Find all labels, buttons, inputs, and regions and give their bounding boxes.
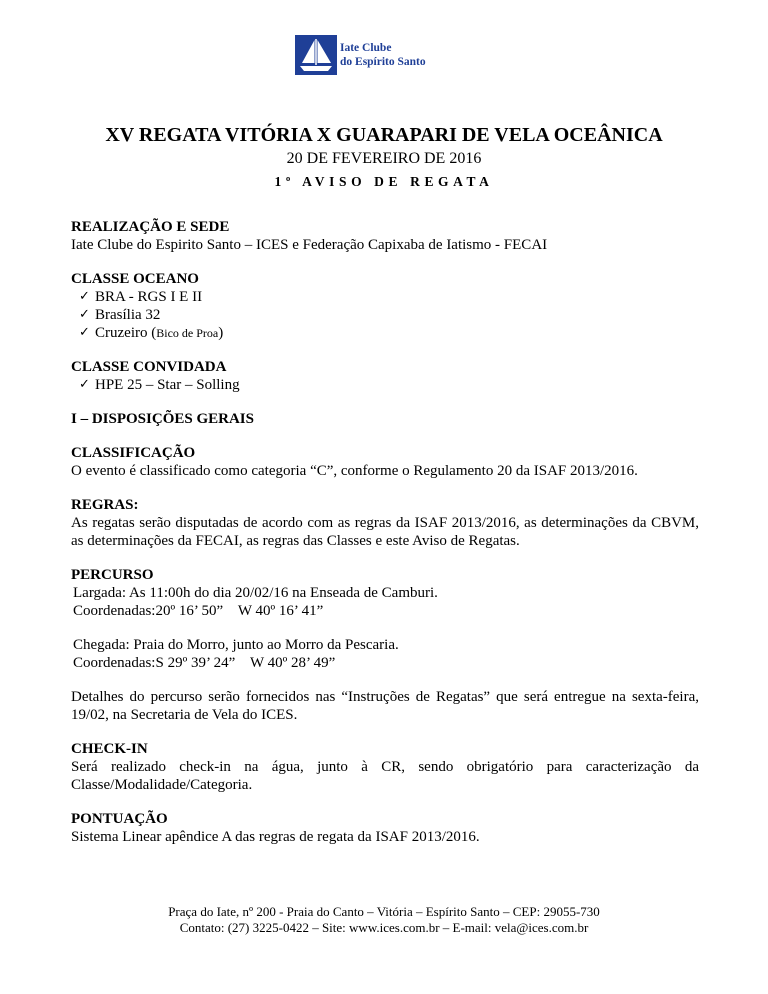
page-footer — [0, 904, 768, 936]
logo-line-2: do Espírito Santo — [340, 56, 426, 68]
section-disposicoes — [71, 410, 699, 428]
list-item-label: Brasília 32 — [95, 307, 161, 323]
footer-contact: Contato: (27) 3225-0422 – Site: www.ices.com.br – E-mail: vela@ices.com.br — [179, 920, 589, 935]
section-heading: I – DISPOSIÇÕES GERAIS — [71, 411, 254, 427]
start-coordinates: Coordenadas:20º 16’ 50” W 40º 16’ 41” — [73, 603, 324, 619]
notice-heading: 1º AVISO DE REGATA — [274, 174, 494, 189]
list-item — [79, 376, 699, 394]
section-heading: REGRAS: — [71, 497, 139, 513]
section-heading: PONTUAÇÃO — [71, 811, 168, 827]
section-text: O evento é classificado como categoria “C”, conforme o Regulamento 20 da ISAF 2013/2016. — [71, 463, 638, 479]
section-classe-oceano — [71, 270, 699, 342]
list-item-label: BRA - RGS I E II — [95, 289, 203, 305]
list-item-label: Cruzeiro ( — [95, 325, 157, 341]
section-text: Iate Clube do Espirito Santo – ICES e Federação Capixaba de Iatismo - FECAI — [71, 237, 548, 253]
check-icon: ✓ — [79, 377, 90, 392]
section-classificacao — [71, 444, 699, 480]
list-item-note: Bico de Proa — [156, 326, 219, 340]
class-list — [71, 288, 699, 342]
sailboat-logo-icon — [295, 35, 337, 75]
section-heading: CLASSE CONVIDADA — [71, 359, 227, 375]
class-list — [71, 376, 699, 394]
logo-line-1: Iate Clube — [340, 42, 392, 54]
section-regras — [71, 496, 699, 550]
footer-address: Praça do Iate, nº 200 - Praia do Canto – Vitória – Espírito Santo – CEP: 29055-730 — [168, 904, 600, 919]
document-title: XV REGATA VITÓRIA X GUARAPARI DE VELA OCEÂNICA — [105, 124, 663, 146]
section-text: Sistema Linear apêndice A das regras de regata da ISAF 2013/2016. — [71, 829, 480, 845]
finish-text: Chegada: Praia do Morro, junto ao Morro da Pescaria. — [73, 637, 399, 653]
course-details: Detalhes do percurso serão fornecidos nas “Instruções de Regatas” que será entregue na sexta-feira, 19/02, na Secretaria de Vela do ICES. — [71, 689, 699, 723]
section-text: Será realizado check-in na água, junto à CR, sendo obrigatório para caracterização da Classe/Modalidade/Categoria. — [71, 759, 699, 793]
section-heading: CLASSIFICAÇÃO — [71, 445, 196, 461]
start-text: Largada: As 11:00h do dia 20/02/16 na Enseada de Camburi. — [73, 585, 438, 601]
section-classe-convidada — [71, 358, 699, 394]
section-pontuacao — [71, 810, 699, 846]
list-item-label: HPE 25 – Star – Solling — [95, 377, 240, 393]
event-date: 20 DE FEVEREIRO DE 2016 — [286, 150, 482, 167]
list-item — [79, 324, 699, 342]
club-logo — [295, 35, 453, 75]
section-heading: CLASSE OCEANO — [71, 271, 199, 287]
check-icon: ✓ — [79, 307, 90, 322]
document-body — [71, 218, 699, 862]
section-realizacao — [71, 218, 699, 254]
section-heading: PERCURSO — [71, 567, 154, 583]
list-item — [79, 306, 699, 324]
check-icon: ✓ — [79, 289, 90, 304]
list-item-close: ) — [218, 325, 224, 341]
section-text: As regatas serão disputadas de acordo com as regras da ISAF 2013/2016, as determinações da CBVM, as determinações da FECAI, as regras das Classes e este Aviso de Regatas. — [71, 515, 699, 549]
section-heading: CHECK-IN — [71, 741, 148, 757]
section-checkin — [71, 740, 699, 794]
section-percurso — [71, 566, 699, 724]
list-item — [79, 288, 699, 306]
finish-coordinates: Coordenadas:S 29º 39’ 24” W 40º 28’ 49” — [73, 655, 336, 671]
check-icon: ✓ — [79, 325, 90, 340]
section-heading: REALIZAÇÃO E SEDE — [71, 219, 230, 235]
